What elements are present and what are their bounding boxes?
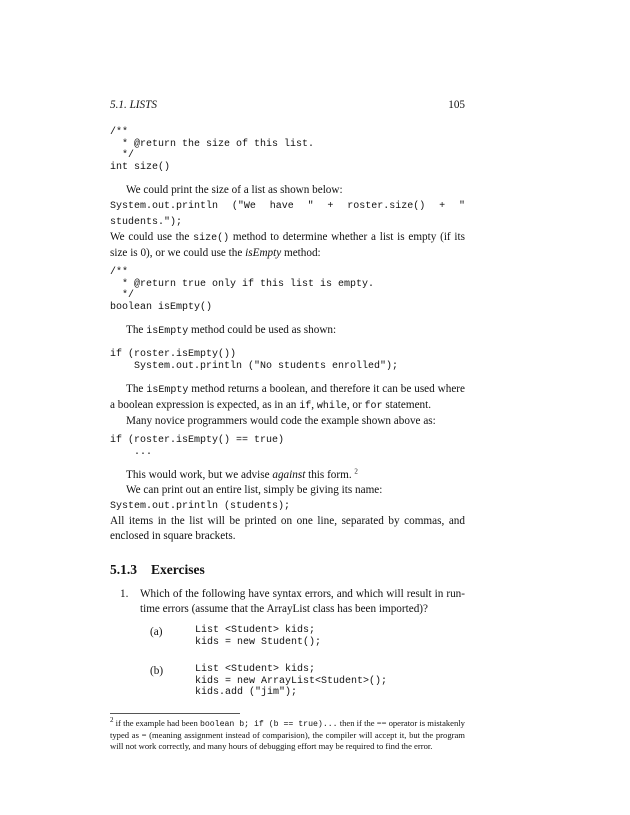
inline-code-println-students: System.out.println (students);: [110, 501, 291, 512]
exercise-item: [110, 587, 465, 699]
paragraph-novice: Many novice programmers would code the example shown above as:: [126, 415, 436, 427]
paragraph-isempty-usage: The isEmpty method could be used as shown:: [126, 324, 337, 337]
code-if-equals-true: if (roster.isEmpty() == true) ...: [110, 435, 285, 458]
exercise-part-a: (a) List <Student> kids; kids = new Student();: [150, 625, 322, 648]
exercise-code-a: List <Student> kids; kids = new Student();: [195, 625, 322, 648]
exercise-text: Which of the following have syntax errors, and which will result in run-time errors (assume that the ArrayList class has been imported)?: [140, 588, 465, 615]
header-section-title: 5.1. LISTS: [110, 99, 157, 111]
footnote-ref: 2: [354, 467, 358, 476]
running-header: [110, 98, 465, 113]
paragraph-print-size: We could print the size of a list as shown below: System.out.println ("We have " + roster.size() + " students.");: [110, 184, 465, 228]
paragraph-isempty-boolean: The isEmpty method returns a boolean, and therefore it can be used where a boolean expression is expected, as in an if, while, or for statement.: [110, 383, 465, 412]
footnote-rule: [110, 713, 240, 714]
code-if-isempty: if (roster.isEmpty()) System.out.println ("No students enrolled");: [110, 349, 399, 372]
paragraph-print-list: We can print out an entire list, simply be giving its name: System.out.println (students);: [110, 484, 383, 512]
footnote: $^2$ if the example had been boolean b; if (b == true)... then if the == operator is mistakenly typed as = (meaning assignment instead of comparision), the compiler will accept it, but the program will not work correctly, and many hours of debugging effort may be required to find the error.: [110, 715, 465, 751]
exercise-number: 1.: [120, 588, 129, 600]
page-content: [110, 98, 465, 752]
inline-code-size: size(): [193, 233, 230, 244]
section-heading: [110, 562, 465, 577]
paragraph-size-method: We could use the size() method to determine whether a list is empty (if its size is 0), or we could use the isEmpty method:: [110, 231, 465, 259]
section-number: 5.1.3: [110, 562, 137, 577]
paragraph-advise-against: This would work, but we advise against this form. $^2$: [126, 467, 358, 481]
section-title: Exercises: [151, 562, 205, 577]
emphasis-isempty: isEmpty: [245, 247, 282, 259]
code-size-method: /** * @return the size of this list. */ int size(): [110, 127, 315, 173]
exercise-part-b: (b) List <Student> kids; kids = new ArrayList<Student>(); kids.add ("jim");: [150, 664, 388, 698]
code-isempty-method: /** * @return true only if this list is empty. */ boolean isEmpty(): [110, 267, 375, 313]
exercise-code-b: List <Student> kids; kids = new ArrayList<Student>(); kids.add ("jim");: [195, 664, 388, 698]
inline-code-println: System.out.println ("We have " + roster.size() + " students.");: [110, 201, 465, 228]
page-number: 105: [448, 99, 465, 111]
paragraph-list-format: All items in the list will be printed on one line, separated by commas, and enclosed in square brackets.: [110, 515, 465, 542]
